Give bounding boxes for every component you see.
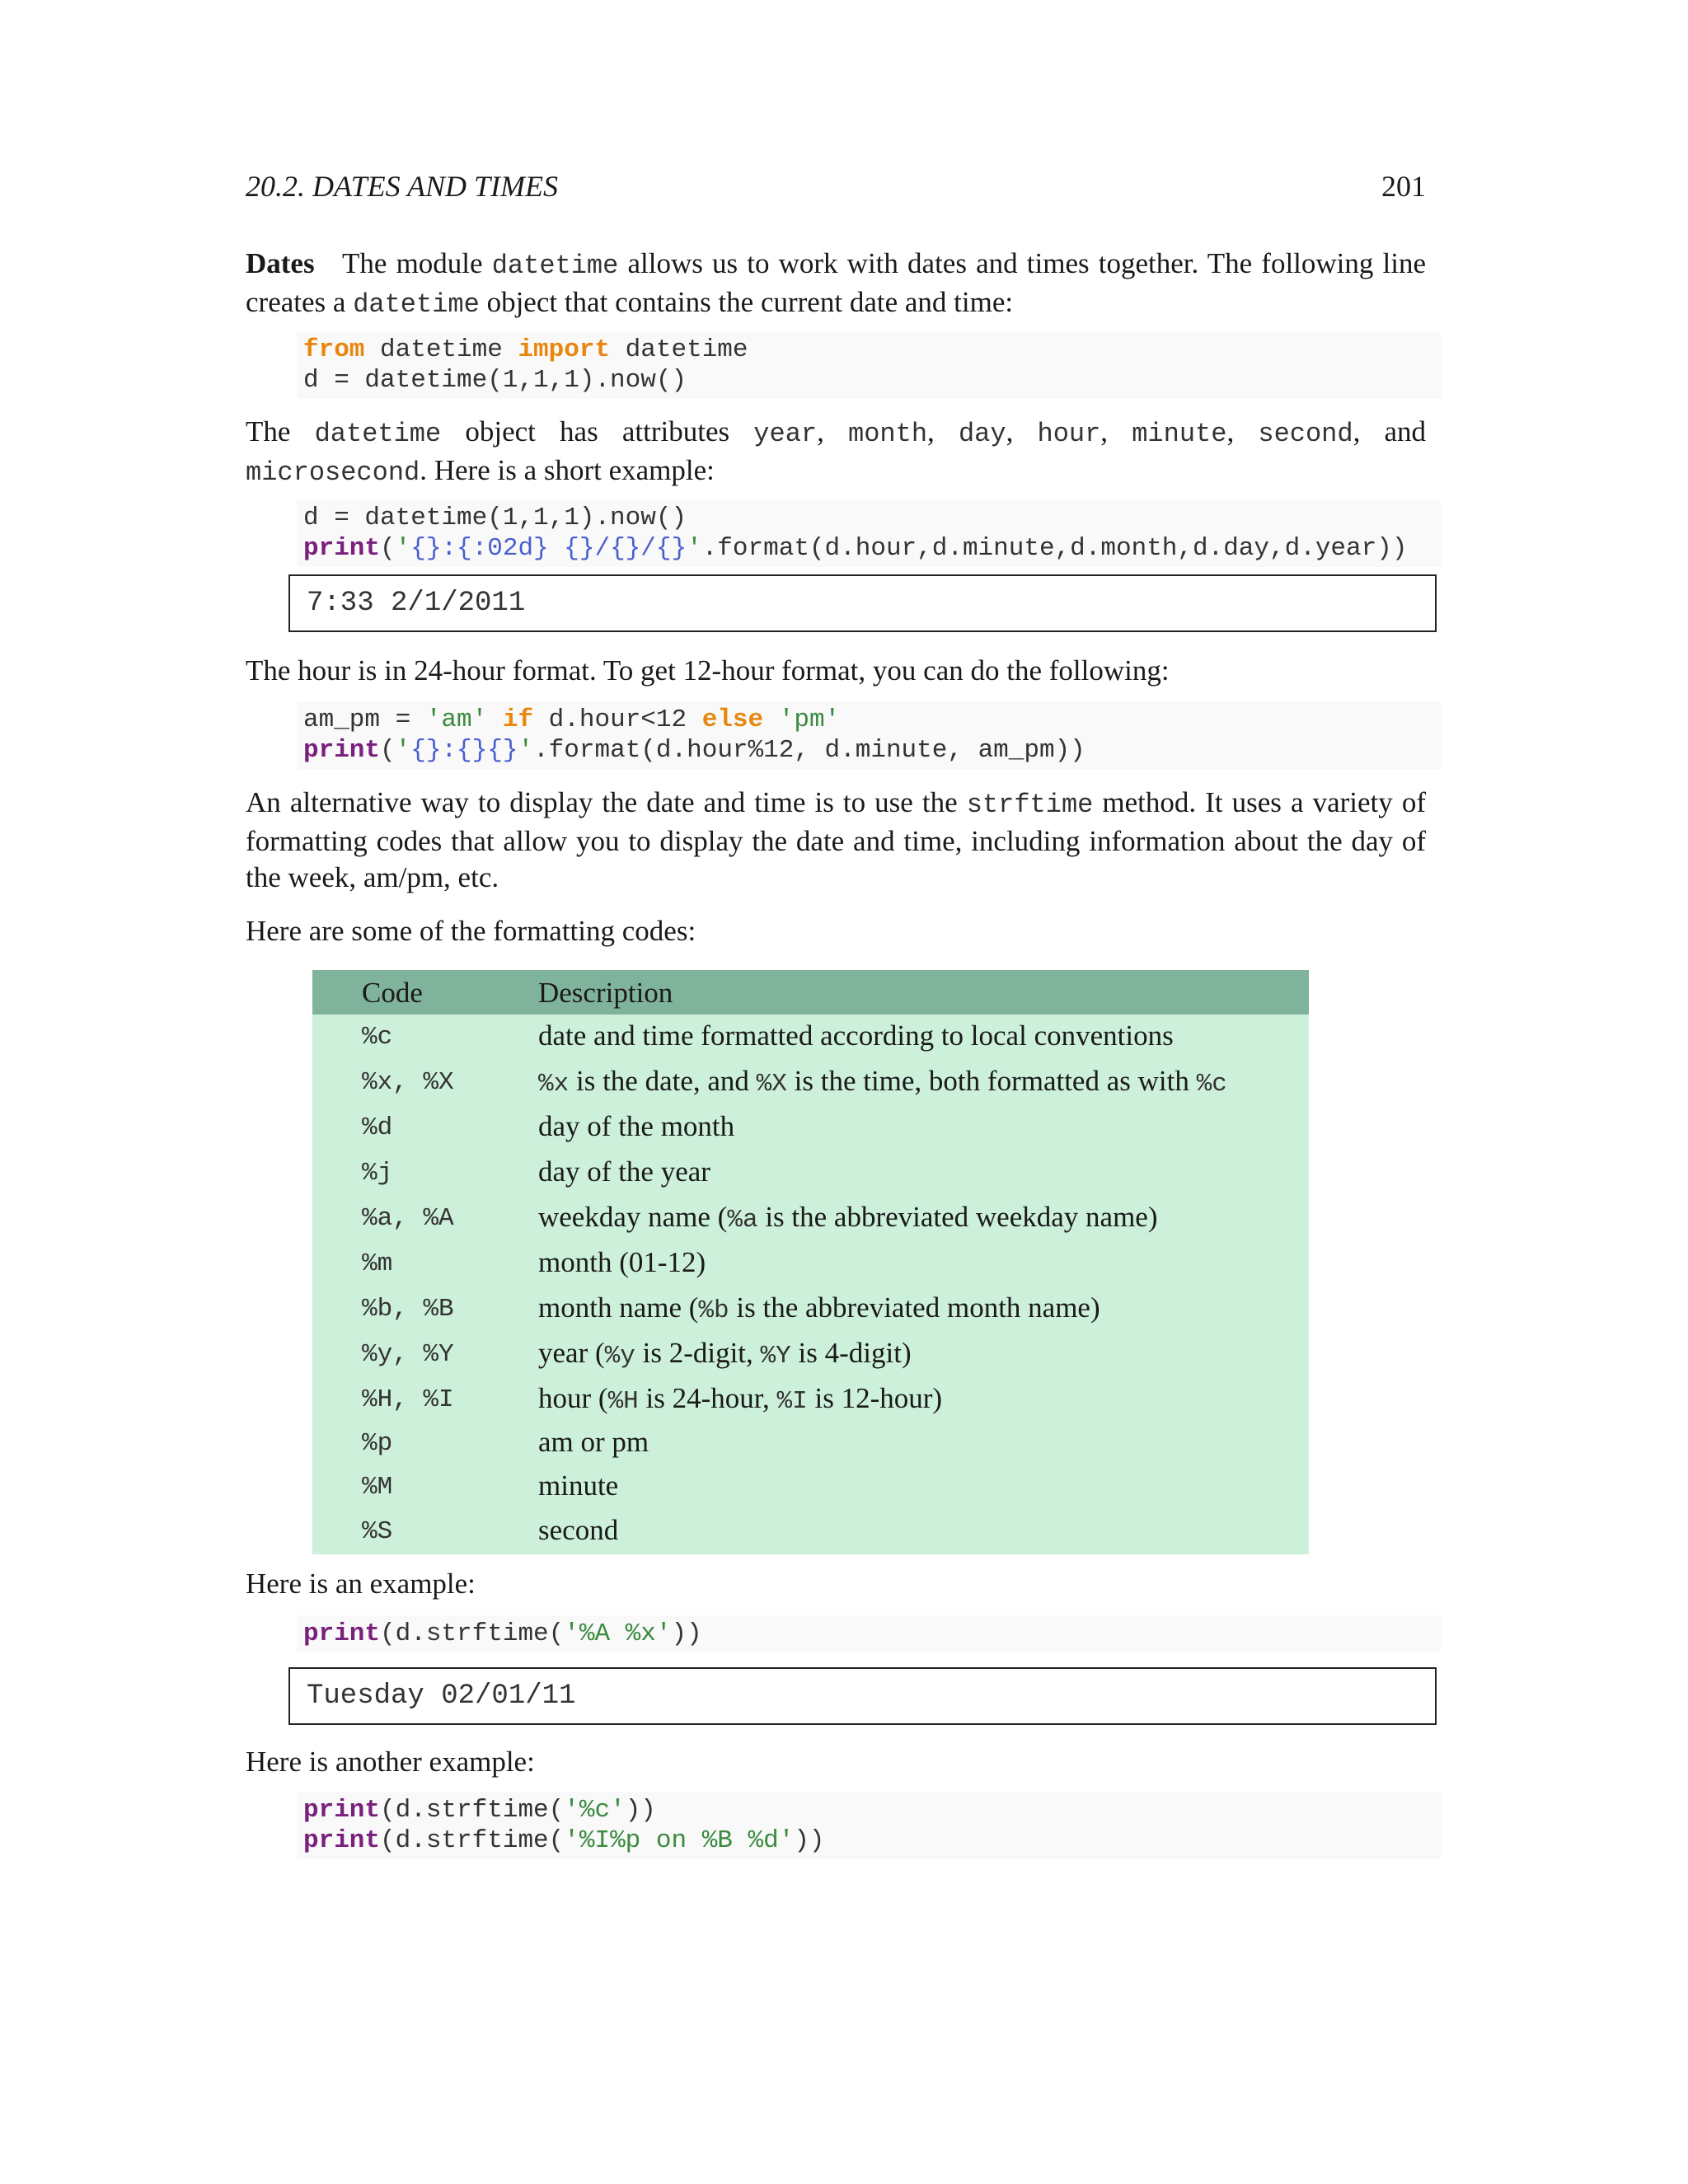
string-quote: '	[395, 736, 411, 765]
text: is the date, and	[569, 1065, 757, 1097]
code-block-strftime	[297, 1615, 1441, 1652]
inline-code: datetime	[353, 289, 480, 320]
header-description: Description	[538, 977, 673, 1009]
text: month name (	[538, 1291, 699, 1324]
inline-code: day	[958, 419, 1006, 449]
code-text: (d.strftime(	[380, 1796, 565, 1825]
inline-code: datetime	[314, 419, 442, 449]
codes-intro: Here are some of the formatting codes:	[246, 915, 696, 947]
keyword: import	[518, 335, 611, 364]
text: object has attributes	[441, 415, 754, 448]
text: hour (	[538, 1382, 608, 1414]
string: 'pm'	[778, 705, 841, 734]
dates-paragraph	[246, 246, 1426, 323]
code-text: am_pm =	[303, 705, 426, 734]
code-cell: %p	[362, 1429, 393, 1458]
code-text: .format(d.hour%12, d.minute, am_pm))	[533, 736, 1085, 765]
keyword: print	[303, 1826, 381, 1855]
string: '%c'	[564, 1796, 626, 1825]
description-cell: day of the year	[538, 1155, 710, 1188]
description-cell	[538, 1291, 1100, 1325]
text: is 4-digit)	[790, 1337, 912, 1369]
text: is 24-hour,	[638, 1382, 777, 1414]
keyword: else	[701, 705, 764, 734]
output-text: 7:33 2/1/2011	[307, 588, 526, 619]
code-cell: %S	[362, 1517, 393, 1546]
description-cell	[538, 1201, 1158, 1235]
code-block-strftime-two	[297, 1792, 1441, 1859]
keyword: from	[303, 335, 365, 364]
text: is the abbreviated weekday name)	[757, 1201, 1158, 1233]
code-cell: %d	[362, 1113, 393, 1142]
inline-code: %Y	[760, 1342, 791, 1371]
code-text: datetime	[610, 335, 748, 364]
section-title: 20.2. DATES AND TIMES	[246, 170, 559, 203]
format-string: {}:{:02d} {}/{}/{}	[410, 534, 687, 563]
table-row	[312, 1377, 1309, 1422]
code-text: (d.strftime(	[380, 1826, 565, 1855]
code-cell: %m	[362, 1249, 393, 1278]
text: object that contains the current date and time:	[479, 286, 1014, 318]
string-quote: '	[395, 534, 411, 563]
inline-code: second	[1258, 419, 1353, 449]
code-line: d = datetime(1,1,1).now()	[303, 504, 687, 532]
string: 'am'	[425, 705, 488, 734]
inline-code: minute	[1132, 419, 1227, 449]
table-row	[312, 1421, 1309, 1465]
code-text: .format(d.hour,d.minute,d.month,d.day,d.year))	[701, 534, 1408, 563]
table-row	[312, 1509, 1309, 1554]
format-string: {}:{}{}	[410, 736, 518, 765]
text: The module	[342, 247, 492, 279]
text: , and	[1353, 415, 1427, 448]
inline-code: year	[753, 419, 818, 449]
description-cell: date and time formatted according to local conventions	[538, 1019, 1174, 1052]
code-cell: %H, %I	[362, 1385, 454, 1414]
inline-code: %I	[776, 1387, 808, 1416]
inline-code: %a	[727, 1206, 758, 1235]
keyword: print	[303, 534, 381, 563]
string: '%A %x'	[564, 1619, 672, 1648]
text: The	[246, 415, 315, 448]
code-cell: %a, %A	[362, 1204, 454, 1233]
code-text	[763, 705, 779, 734]
text: An alternative way to display the date and time is to use the	[246, 786, 967, 818]
code-text: (	[380, 534, 396, 563]
table-header	[312, 970, 1309, 1015]
code-text: ))	[794, 1826, 825, 1855]
code-cell: %y, %Y	[362, 1340, 454, 1369]
table-row	[312, 1465, 1309, 1509]
description-cell	[538, 1337, 912, 1371]
inline-code: %b	[698, 1296, 729, 1325]
text: is the abbreviated month name)	[729, 1291, 1100, 1324]
inline-code: %x	[538, 1070, 570, 1099]
hour-paragraph: The hour is in 24-hour format. To get 12-hour format, you can do the following:	[246, 654, 1170, 687]
code-block-ampm	[297, 701, 1441, 769]
table-row	[312, 1332, 1309, 1376]
keyword: print	[303, 736, 381, 765]
text: allows us to work with dates and times together. The following line creates a	[246, 247, 1427, 318]
text: weekday name (	[538, 1201, 728, 1233]
code-cell: %j	[362, 1159, 393, 1188]
example-intro: Here is an example:	[246, 1568, 476, 1600]
keyword: print	[303, 1796, 381, 1825]
inline-code: strftime	[966, 790, 1094, 820]
code-cell: %M	[362, 1473, 393, 1502]
text: is 2-digit,	[635, 1337, 761, 1369]
code-text: ))	[671, 1619, 702, 1648]
another-example-intro: Here is another example:	[246, 1746, 535, 1778]
code-text	[487, 705, 503, 734]
attributes-paragraph: The datetime object has attributes year, month, day, hour, minute, second, and microsecond. Here is a short example:	[246, 415, 1427, 488]
inline-code: %y	[604, 1342, 635, 1371]
text: . Here is a short example:	[420, 454, 715, 486]
table-row	[312, 1286, 1309, 1331]
inline-code: hour	[1037, 419, 1101, 449]
description-cell: month (01-12)	[538, 1246, 706, 1278]
code-block-import	[297, 331, 1441, 399]
code-text: d.hour<12	[533, 705, 702, 734]
code-block-format	[297, 499, 1441, 567]
string-quote: '	[518, 736, 534, 765]
inline-code: %c	[1196, 1070, 1227, 1099]
table-row	[312, 1151, 1309, 1195]
code-cell: %b, %B	[362, 1295, 454, 1324]
description-cell: am or pm	[538, 1426, 649, 1458]
description-cell: day of the month	[538, 1110, 735, 1142]
text: method. It uses a variety of formatting codes that allow you to display the date and time, including information about the day of the week, am/pm, etc.	[246, 786, 1426, 893]
text: is the time, both formatted as with	[786, 1065, 1197, 1097]
string: '%I%p on %B %d'	[564, 1826, 795, 1855]
code-cell: %x, %X	[362, 1068, 454, 1097]
table-row	[312, 1241, 1309, 1286]
text: year (	[538, 1337, 605, 1369]
inline-code: %H	[607, 1387, 639, 1416]
code-text: (d.strftime(	[380, 1619, 565, 1648]
inline-code: datetime	[491, 251, 619, 281]
page-number: 201	[1381, 170, 1426, 203]
keyword: if	[502, 705, 534, 734]
inline-code: microsecond	[246, 457, 420, 488]
header-code: Code	[362, 977, 423, 1009]
table-row	[312, 1060, 1309, 1104]
inline-code: %X	[756, 1070, 787, 1099]
text: is 12-hour)	[807, 1382, 943, 1414]
code-line: d = datetime(1,1,1).now()	[303, 366, 687, 395]
table-row	[312, 1105, 1309, 1150]
description-cell	[538, 1065, 1227, 1099]
code-cell: %c	[362, 1023, 393, 1052]
strftime-paragraph	[246, 785, 1426, 896]
output-box	[288, 574, 1437, 632]
code-text: ))	[625, 1796, 656, 1825]
output-box	[288, 1667, 1437, 1725]
code-text: datetime	[364, 335, 518, 364]
description-cell	[538, 1382, 942, 1416]
running-header	[246, 169, 1426, 210]
output-text: Tuesday 02/01/11	[307, 1680, 576, 1712]
table-row	[312, 1196, 1309, 1240]
inline-code: month	[848, 419, 928, 449]
table-row	[312, 1015, 1309, 1059]
description-cell: second	[538, 1514, 619, 1546]
formatting-codes-table	[312, 970, 1309, 1554]
description-cell: minute	[538, 1469, 619, 1502]
code-text: (	[380, 736, 396, 765]
keyword: print	[303, 1619, 381, 1648]
paragraph-lead: Dates	[246, 247, 315, 279]
string-quote: '	[687, 534, 702, 563]
